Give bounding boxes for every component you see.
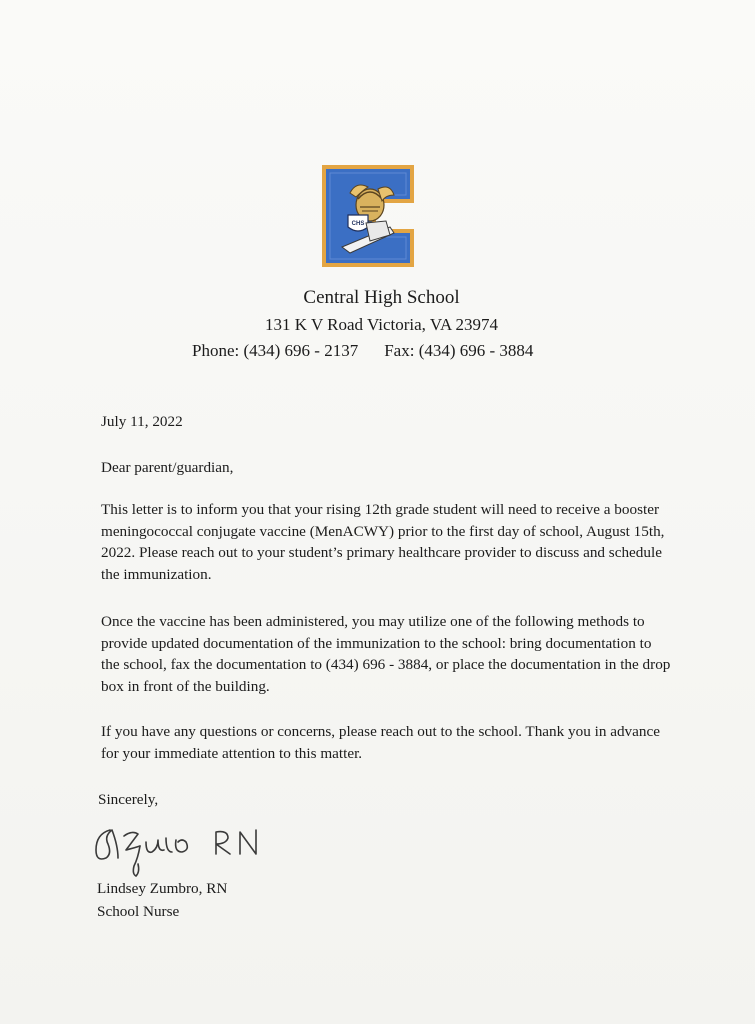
salutation: Dear parent/guardian, <box>101 459 234 476</box>
handwritten-signature <box>88 816 278 882</box>
school-name: Central High School <box>303 287 460 308</box>
paragraph-documentation-methods <box>101 611 671 697</box>
paragraph-3-text: If you have any questions or concerns, please reach out to the school. Thank you in advance for your immediate attention to this matter. <box>101 723 660 762</box>
closing: Sincerely, <box>98 791 159 808</box>
logo-text: CHS <box>351 221 365 227</box>
phone-number: Phone: (434) 696 - 2137 <box>192 341 359 360</box>
paragraph-1-text: This letter is to inform you that your rising 12th grade student will need to receive a booster meningococcal conjugate vaccine (MenACWY) prior to the first day of school, August 15th, 2022. Please reach out to your student’s primary healthcare provider to discuss and schedule the immunization. <box>101 501 665 583</box>
fax-number: Fax: (434) 696 - 3884 <box>384 341 534 360</box>
signer-name: Lindsey Zumbro, RN <box>97 880 228 897</box>
school-logo <box>320 163 416 269</box>
paragraph-vaccine-requirement <box>101 499 671 585</box>
contact-line <box>192 341 533 361</box>
paragraph-2-text: Once the vaccine has been administered, you may utilize one of the following methods to provide updated documentation of the immunization to the school: bring documentation to the school, fax the documentation to (434) 696 - 3884, or place the documentation in the drop box in front of the building. <box>101 613 671 695</box>
school-address: 131 K V Road Victoria, VA 23974 <box>264 315 499 334</box>
letter-date: July 11, 2022 <box>101 413 183 430</box>
paragraph-questions <box>101 721 671 764</box>
signer-title: School Nurse <box>97 903 180 920</box>
